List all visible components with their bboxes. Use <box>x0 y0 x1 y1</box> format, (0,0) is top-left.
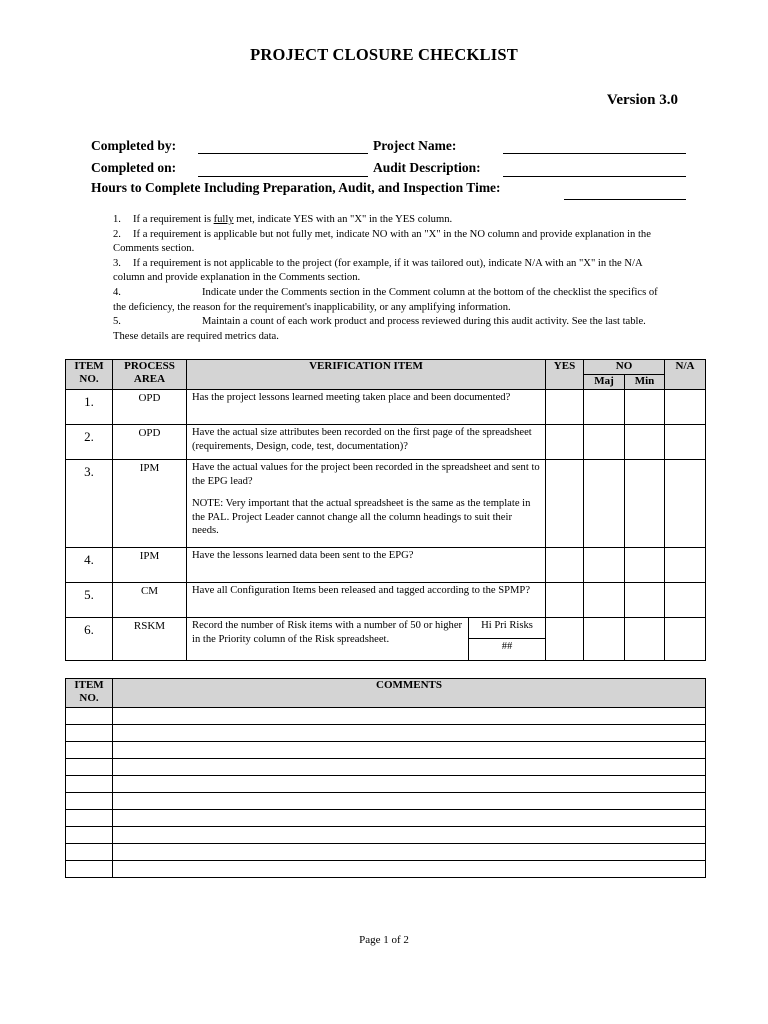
verification-question: Have the lessons learned data been sent to the EPG? <box>187 548 546 583</box>
comment-item-cell[interactable] <box>66 810 113 827</box>
completed-on-label: Completed on: <box>91 160 177 175</box>
item-number: 4. <box>66 548 113 583</box>
process-area: OPD <box>113 425 187 460</box>
yes-cell[interactable] <box>546 460 584 548</box>
header-item-no: ITEM NO. <box>66 360 113 390</box>
verification-table <box>65 359 706 661</box>
verification-question: Have the actual size attributes been recorded on the first page of the spreadsheet (requirements, Design, code, test, documentation)? <box>187 425 546 460</box>
comment-text-cell[interactable] <box>113 742 706 759</box>
comment-item-cell[interactable] <box>66 759 113 776</box>
table-row <box>66 425 706 460</box>
no-maj-cell[interactable] <box>584 425 625 460</box>
comment-text-cell[interactable] <box>113 725 706 742</box>
instruction-1: 1. If a requirement is fully met, indicate YES with an "X" in the YES column. <box>113 214 453 225</box>
comment-text-cell[interactable] <box>113 759 706 776</box>
comment-item-cell[interactable] <box>66 793 113 810</box>
item-number: 3. <box>66 460 113 548</box>
no-min-cell[interactable] <box>625 548 665 583</box>
comments-header-comments: COMMENTS <box>113 679 706 708</box>
na-cell[interactable] <box>665 548 706 583</box>
version-label: Version 3.0 <box>606 92 678 108</box>
process-area: OPD <box>113 390 187 425</box>
header-yes: YES <box>546 360 584 390</box>
comment-text-cell[interactable] <box>113 810 706 827</box>
yes-cell[interactable] <box>546 583 584 618</box>
comment-text-cell[interactable] <box>113 708 706 725</box>
process-area: CM <box>113 583 187 618</box>
no-maj-cell[interactable] <box>584 548 625 583</box>
instruction-5: 5. Maintain a count of each work product and process reviewed during this audit activity. See the last table. These details are required metrics data. <box>113 316 646 342</box>
completed-by-field[interactable] <box>198 153 368 154</box>
comment-text-cell[interactable] <box>113 776 706 793</box>
comment-item-cell[interactable] <box>66 725 113 742</box>
no-min-cell[interactable] <box>625 583 665 618</box>
comment-item-cell[interactable] <box>66 861 113 878</box>
comment-item-cell[interactable] <box>66 708 113 725</box>
comment-text-cell[interactable] <box>113 844 706 861</box>
table-row <box>66 390 706 425</box>
header-no: NO <box>584 360 665 375</box>
instruction-3: 3. If a requirement is not applicable to the project (for example, if it was tailored out), indicate N/A with an "X" in the N/A column and provide explanation in the Comments section. <box>113 257 643 284</box>
na-cell[interactable] <box>665 460 706 548</box>
comment-row <box>66 759 706 776</box>
table-row <box>66 583 706 618</box>
item-number: 1. <box>66 390 113 425</box>
process-area: IPM <box>113 548 187 583</box>
header-min: Min <box>625 375 665 390</box>
comment-row <box>66 725 706 742</box>
verification-question: Have all Configuration Items been released and tagged according to the SPMP? <box>187 583 546 618</box>
comment-item-cell[interactable] <box>66 844 113 861</box>
no-min-cell[interactable] <box>625 618 665 661</box>
hours-label: Hours to Complete Including Preparation, Audit, and Inspection Time: <box>91 180 501 195</box>
yes-cell[interactable] <box>546 390 584 425</box>
comments-table <box>65 678 706 878</box>
na-cell[interactable] <box>665 583 706 618</box>
instructions <box>113 213 668 344</box>
verification-question: Has the project lessons learned meeting taken place and been documented? <box>187 390 546 425</box>
instruction-2: 2. If a requirement is applicable but not fully met, indicate NO with an "X" in the NO column and provide explanation in the Comments section. <box>113 228 651 255</box>
audit-description-field[interactable] <box>503 176 686 177</box>
comment-row <box>66 827 706 844</box>
completed-on-field[interactable] <box>198 176 368 177</box>
yes-cell[interactable] <box>546 548 584 583</box>
table-row <box>66 548 706 583</box>
item-number: 2. <box>66 425 113 460</box>
comment-row <box>66 742 706 759</box>
comment-text-cell[interactable] <box>113 793 706 810</box>
no-min-cell[interactable] <box>625 390 665 425</box>
hi-pri-risks-label: Hi Pri Risks <box>469 618 546 639</box>
header-maj: Maj <box>584 375 625 390</box>
header-process-area: PROCESS AREA <box>113 360 187 390</box>
table-row <box>66 618 706 639</box>
comment-item-cell[interactable] <box>66 827 113 844</box>
project-name-field[interactable] <box>503 153 686 154</box>
verification-question: Have the actual values for the project been recorded in the spreadsheet and sent to the EPG lead? NOTE: Very important that the actual spreadsheet is the same as the template in the PAL. Project Leader cannot change all the column headings to suit their needs. <box>187 460 546 548</box>
na-cell[interactable] <box>665 390 706 425</box>
verification-note: NOTE: Very important that the actual spreadsheet is the same as the template in the PAL. Project Leader cannot change all the column headings to suit their needs. <box>192 498 531 536</box>
no-maj-cell[interactable] <box>584 618 625 661</box>
comment-text-cell[interactable] <box>113 827 706 844</box>
comment-item-cell[interactable] <box>66 742 113 759</box>
comment-row <box>66 844 706 861</box>
header-na: N/A <box>665 360 706 390</box>
comment-row <box>66 810 706 827</box>
comment-text-cell[interactable] <box>113 861 706 878</box>
instruction-4: 4. Indicate under the Comments section in the Comment column at the bottom of the checklist the specifics of the deficiency, the reason for the requirement's inapplicability, or any amplifying information. <box>113 286 658 313</box>
na-cell[interactable] <box>665 425 706 460</box>
comment-row <box>66 708 706 725</box>
na-cell[interactable] <box>665 618 706 661</box>
no-maj-cell[interactable] <box>584 583 625 618</box>
page-number: Page 1 of 2 <box>359 934 409 946</box>
comment-row <box>66 793 706 810</box>
process-area: IPM <box>113 460 187 548</box>
comment-row <box>66 776 706 793</box>
comments-header-item-no: ITEM NO. <box>66 679 113 708</box>
hours-field[interactable] <box>564 199 686 200</box>
completed-by-label: Completed by: <box>91 138 177 153</box>
comment-row <box>66 861 706 878</box>
yes-cell[interactable] <box>546 618 584 661</box>
no-min-cell[interactable] <box>625 425 665 460</box>
no-min-cell[interactable] <box>625 460 665 548</box>
yes-cell[interactable] <box>546 425 584 460</box>
no-maj-cell[interactable] <box>584 460 625 548</box>
item-number: 5. <box>66 583 113 618</box>
item-number: 6. <box>66 618 113 661</box>
process-area: RSKM <box>113 618 187 661</box>
no-maj-cell[interactable] <box>584 390 625 425</box>
comment-item-cell[interactable] <box>66 776 113 793</box>
hi-pri-risks-value[interactable]: ## <box>469 639 546 661</box>
header-verification-item: VERIFICATION ITEM <box>187 360 546 390</box>
table-row <box>66 460 706 548</box>
document-title: PROJECT CLOSURE CHECKLIST <box>250 45 518 64</box>
audit-description-label: Audit Description: <box>373 160 481 175</box>
project-name-label: Project Name: <box>373 138 457 153</box>
verification-question: Record the number of Risk items with a number of 50 or higher in the Priority column of the Risk spreadsheet. <box>187 618 469 661</box>
